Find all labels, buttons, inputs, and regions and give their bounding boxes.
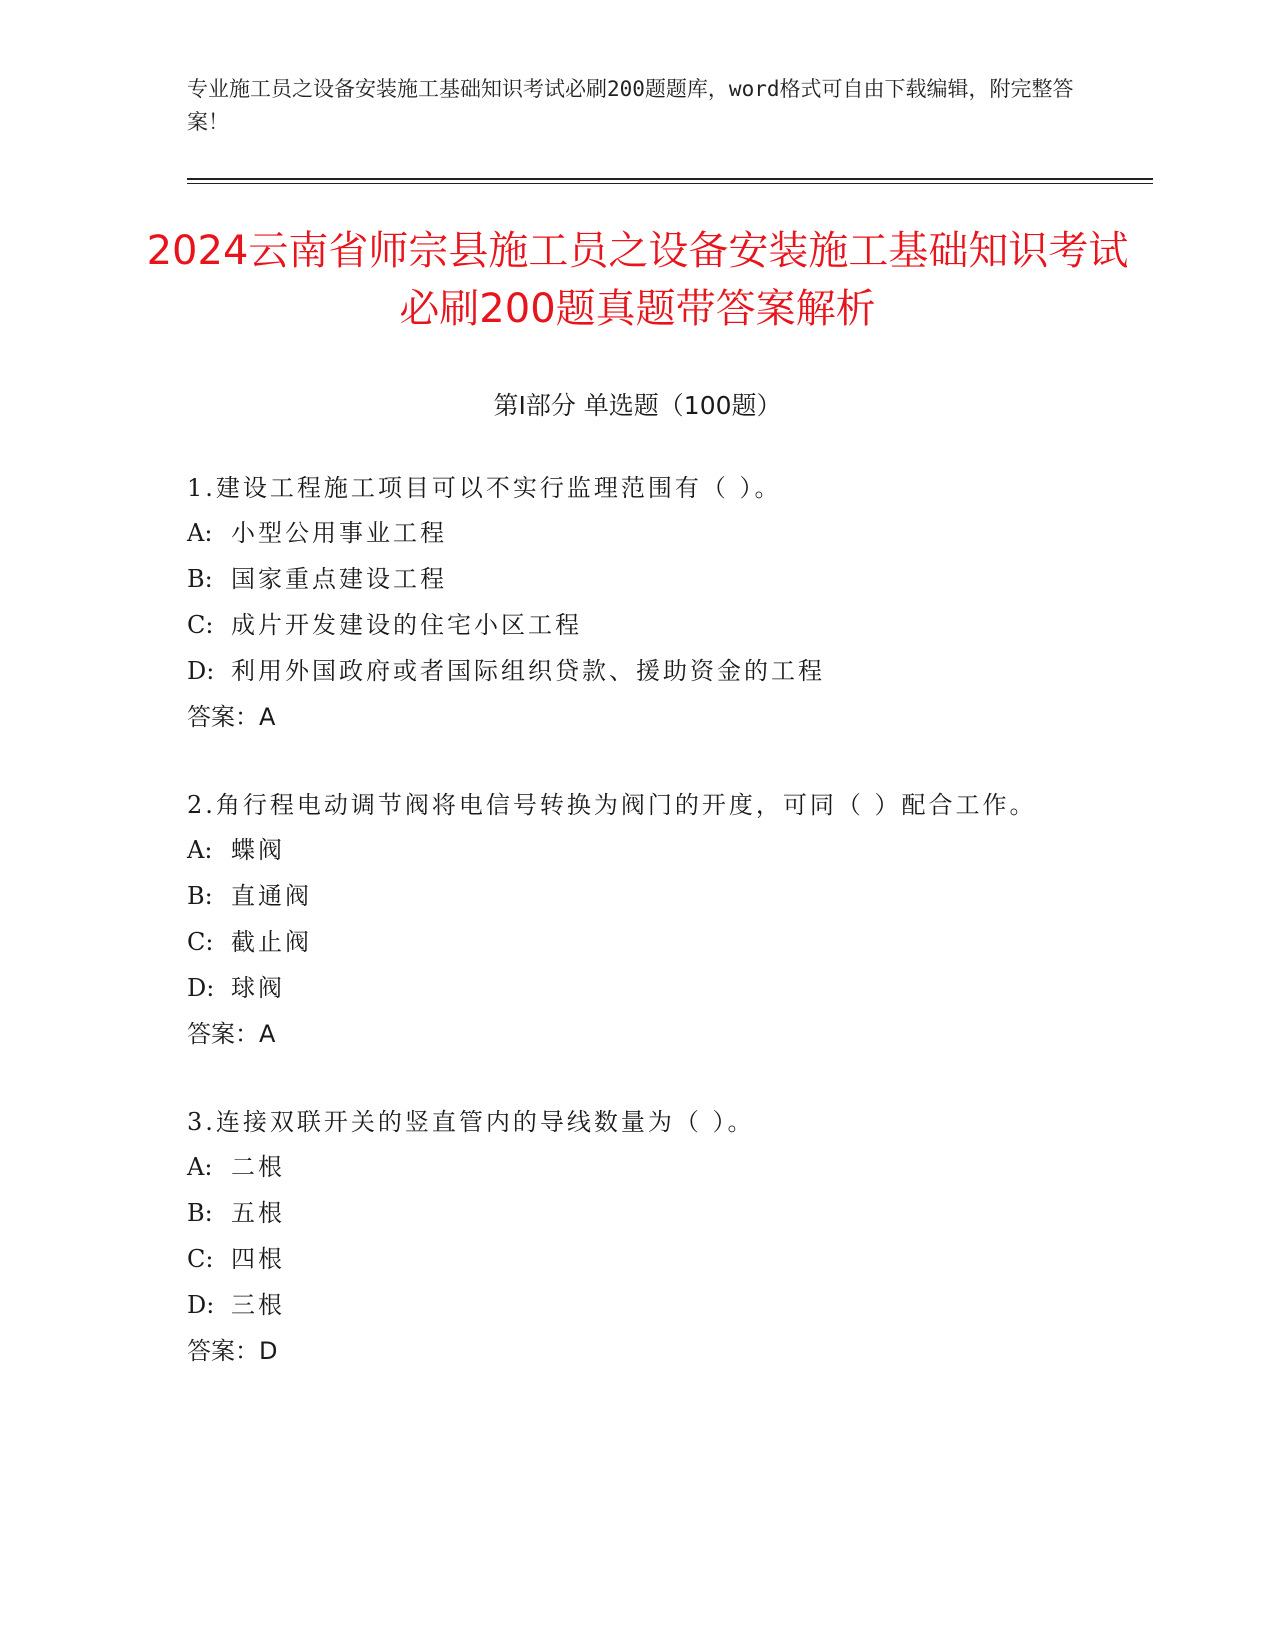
answer: 答案：A	[187, 703, 276, 731]
option-b	[187, 1196, 1087, 1230]
option-d	[187, 971, 1087, 1005]
option-key: C:	[187, 611, 214, 639]
option-d	[187, 654, 1087, 688]
option-text: 直通阀	[231, 882, 312, 910]
option-b	[187, 879, 1087, 913]
option-a	[187, 833, 1087, 867]
option-text: 五根	[231, 1199, 285, 1227]
option-key: B:	[187, 1199, 213, 1227]
question-text: 1.建设工程施工项目可以不实行监理范围有（ ）。	[187, 474, 782, 502]
option-key: D:	[187, 1291, 215, 1319]
option-text: 利用外国政府或者国际组织贷款、援助资金的工程	[231, 657, 825, 685]
option-text: 球阀	[231, 974, 285, 1002]
header-divider-thin	[187, 183, 1153, 184]
option-c	[187, 925, 1087, 959]
question-list	[187, 470, 1087, 1421]
option-text: 四根	[231, 1245, 285, 1273]
option-text: 蝶阀	[231, 836, 285, 864]
header-note: 专业施工员之设备安装施工基础知识考试必刷200题题库，word格式可自由下载编辑，附完整答案！	[187, 77, 1074, 134]
document-title: 2024云南省师宗县施工员之设备安装施工基础知识考试必刷200题真题带答案解析	[146, 228, 1129, 332]
option-text: 小型公用事业工程	[231, 519, 447, 547]
option-key: A:	[187, 519, 213, 547]
option-key: C:	[187, 928, 214, 956]
question-text: 2.角行程电动调节阀将电信号转换为阀门的开度，可同（ ）配合工作。	[187, 791, 1037, 819]
option-a	[187, 516, 1087, 550]
option-text: 二根	[231, 1153, 285, 1181]
section-title: 第Ⅰ部分 单选题（100题）	[493, 391, 782, 420]
option-key: A:	[187, 836, 213, 864]
option-c	[187, 608, 1087, 642]
option-d	[187, 1288, 1087, 1322]
option-key: D:	[187, 657, 215, 685]
option-key: C:	[187, 1245, 214, 1273]
answer: 答案：A	[187, 1020, 276, 1048]
option-text: 国家重点建设工程	[231, 565, 447, 593]
option-key: D:	[187, 974, 215, 1002]
option-a	[187, 1150, 1087, 1184]
option-key: B:	[187, 882, 213, 910]
option-key: A:	[187, 1153, 213, 1181]
question-text: 3.连接双联开关的竖直管内的导线数量为（ ）。	[187, 1108, 755, 1136]
option-text: 三根	[231, 1291, 285, 1319]
option-text: 成片开发建设的住宅小区工程	[231, 611, 582, 639]
option-key: B:	[187, 565, 213, 593]
question-3	[187, 1104, 1087, 1368]
question-2	[187, 787, 1087, 1051]
header-divider	[187, 178, 1153, 180]
option-b	[187, 562, 1087, 596]
question-1	[187, 470, 1087, 734]
option-text: 截止阀	[231, 928, 312, 956]
answer: 答案：D	[187, 1337, 278, 1365]
option-c	[187, 1242, 1087, 1276]
